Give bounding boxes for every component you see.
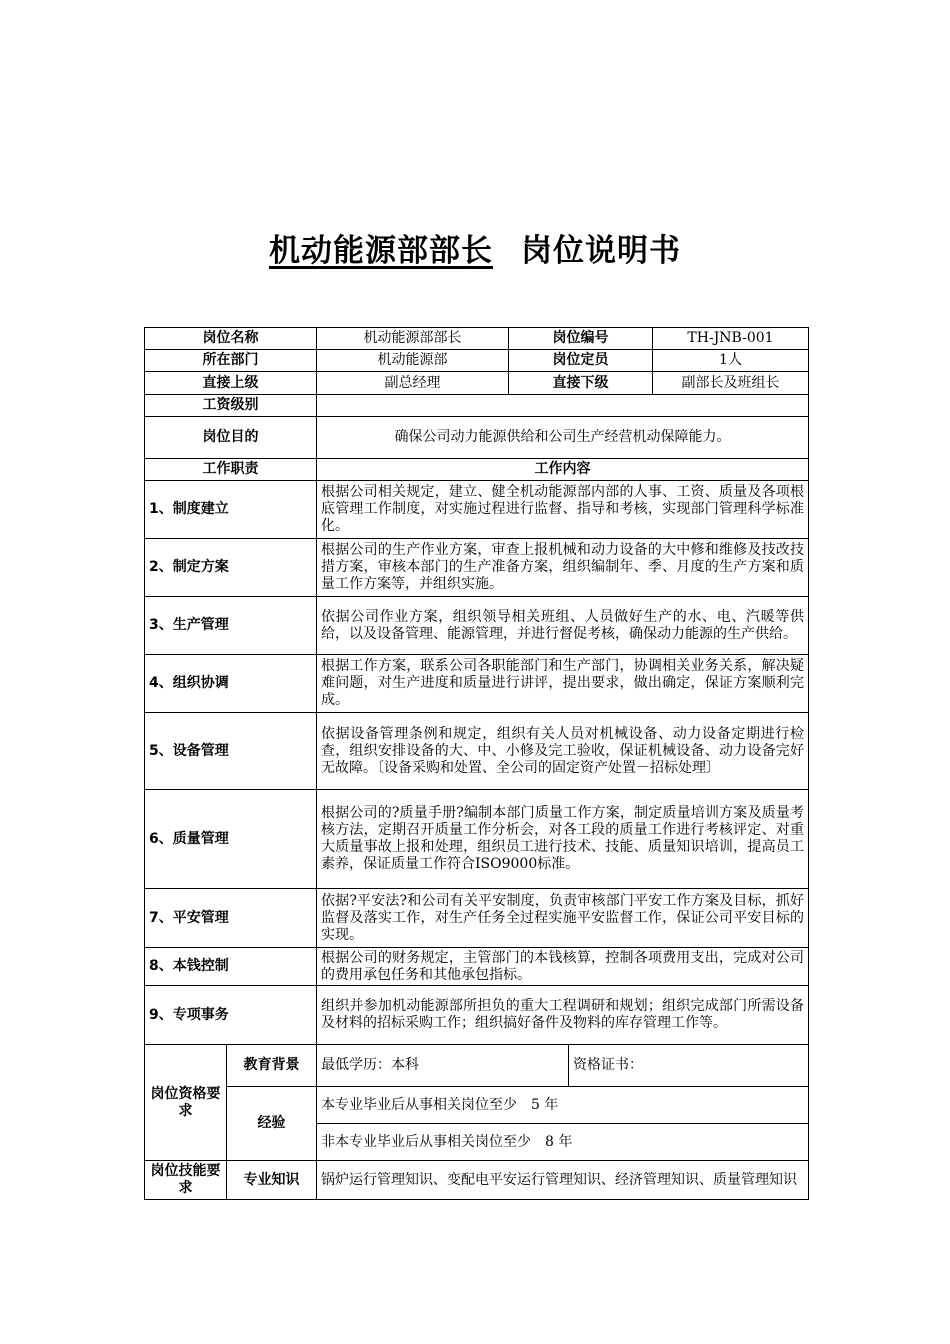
duty-name: 5、设备管理 — [145, 713, 317, 790]
duty-content: 依据公司作业方案，组织领导相关班组、人员做好生产的水、电、汽暖等供给，以及设备管理、能源管理，并进行督促考核，确保动力能源的生产供给。 — [317, 597, 809, 655]
table-row — [145, 481, 809, 539]
table-row — [145, 539, 809, 597]
purpose-value: 确保公司动力能源供给和公司生产经营机动保障能力。 — [317, 417, 809, 459]
duty-name: 6、质量管理 — [145, 790, 317, 889]
duty-content: 组织并参加机动能源部所担负的重大工程调研和规划；组织完成部门所需设备及材料的招标采购工作；组织搞好备件及物料的库存管理工作等。 — [317, 986, 809, 1045]
dept-label: 所在部门 — [145, 350, 317, 372]
qualification-label: 岗位资格要求 — [145, 1045, 227, 1161]
education-label: 教育背景 — [227, 1045, 317, 1087]
knowledge-label: 专业知识 — [227, 1161, 317, 1200]
row-duties-header — [145, 459, 809, 481]
subordinate-label: 直接下级 — [509, 372, 653, 395]
table-row — [145, 713, 809, 790]
subordinate-value: 副部长及班组长 — [653, 372, 809, 395]
duty-name: 3、生产管理 — [145, 597, 317, 655]
row-skills — [145, 1161, 809, 1200]
job-description-table — [144, 327, 809, 1200]
post-name-value: 机动能源部部长 — [317, 328, 509, 350]
salary-label: 工资级别 — [145, 395, 317, 417]
experience-2: 非本专业毕业后从事相关岗位至少 8 年 — [317, 1124, 809, 1161]
row-salary — [145, 395, 809, 417]
table-row — [145, 655, 809, 713]
duty-name: 7、平安管理 — [145, 889, 317, 948]
row-superior — [145, 372, 809, 395]
row-experience-1 — [145, 1087, 809, 1124]
salary-value — [317, 395, 809, 417]
skills-label: 岗位技能要求 — [145, 1161, 227, 1200]
post-code-label: 岗位编号 — [509, 328, 653, 350]
row-department — [145, 350, 809, 372]
knowledge-value: 锅炉运行管理知识、变配电平安运行管理知识、经济管理知识、质量管理知识 — [317, 1161, 809, 1200]
row-post-name — [145, 328, 809, 350]
staff-label: 岗位定员 — [509, 350, 653, 372]
certificate-value: 资格证书： — [569, 1045, 809, 1087]
duty-content: 根据公司的?质量手册?编制本部门质量工作方案，制定质量培训方案及质量考核方法，定期召开质量工作分析会，对各工段的质量工作进行考核评定、对重大质量事故上报和处理，组织员工进行技术、技能、质量知识培训，提高员工素养，保证质量工作符合ISO9000标准。 — [317, 790, 809, 889]
duty-content: 根据工作方案，联系公司各职能部门和生产部门，协调相关业务关系，解决疑难问题，对生产进度和质量进行讲评，提出要求，做出确定，保证方案顺利完成。 — [317, 655, 809, 713]
experience-label: 经验 — [227, 1087, 317, 1161]
education-value: 最低学历：本科 — [317, 1045, 569, 1087]
duty-name: 1、制度建立 — [145, 481, 317, 539]
row-education — [145, 1045, 809, 1087]
post-name-label: 岗位名称 — [145, 328, 317, 350]
table-row — [145, 889, 809, 948]
table-row — [145, 986, 809, 1045]
duty-content: 根据公司的财务规定，主管部门的本钱核算，控制各项费用支出，完成对公司的费用承包任务和其他承包指标。 — [317, 948, 809, 986]
table-row — [145, 790, 809, 889]
superior-label: 直接上级 — [145, 372, 317, 395]
purpose-label: 岗位目的 — [145, 417, 317, 459]
content-header: 工作内容 — [317, 459, 809, 481]
duty-header: 工作职责 — [145, 459, 317, 481]
duty-name: 2、制定方案 — [145, 539, 317, 597]
superior-value: 副总经理 — [317, 372, 509, 395]
duty-name: 4、组织协调 — [145, 655, 317, 713]
experience-1: 本专业毕业后从事相关岗位至少 5 年 — [317, 1087, 809, 1124]
duty-name: 9、专项事务 — [145, 986, 317, 1045]
dept-value: 机动能源部 — [317, 350, 509, 372]
post-code-value: TH-JNB-001 — [653, 328, 809, 350]
duty-name: 8、本钱控制 — [145, 948, 317, 986]
duty-content: 根据公司的生产作业方案，审查上报机械和动力设备的大中修和维修及技改技措方案，审核本部门的生产准备方案，组织编制年、季、月度的生产方案和质量工作方案等，并组织实施。 — [317, 539, 809, 597]
title-main: 机动能源部部长 — [269, 233, 493, 269]
row-purpose — [145, 417, 809, 459]
title-sub: 岗位说明书 — [521, 233, 681, 269]
table-row — [145, 597, 809, 655]
page-title — [0, 225, 950, 270]
duty-content: 依据设备管理条例和规定，组织有关人员对机械设备、动力设备定期进行检查，组织安排设备的大、中、小修及完工验收，保证机械设备、动力设备完好无故障。〔设备采购和处置、全公司的固定资产处置－招标处理〕 — [317, 713, 809, 790]
duty-content: 根据公司相关规定，建立、健全机动能源部内部的人事、工资、质量及各项根底管理工作制度，对实施过程进行监督、指导和考核，实现部门管理科学标准化。 — [317, 481, 809, 539]
duty-content: 依据?平安法?和公司有关平安制度，负责审核部门平安工作方案及目标，抓好监督及落实工作，对生产任务全过程实施平安监督工作，保证公司平安目标的实现。 — [317, 889, 809, 948]
staff-value: 1人 — [653, 350, 809, 372]
table-row — [145, 948, 809, 986]
